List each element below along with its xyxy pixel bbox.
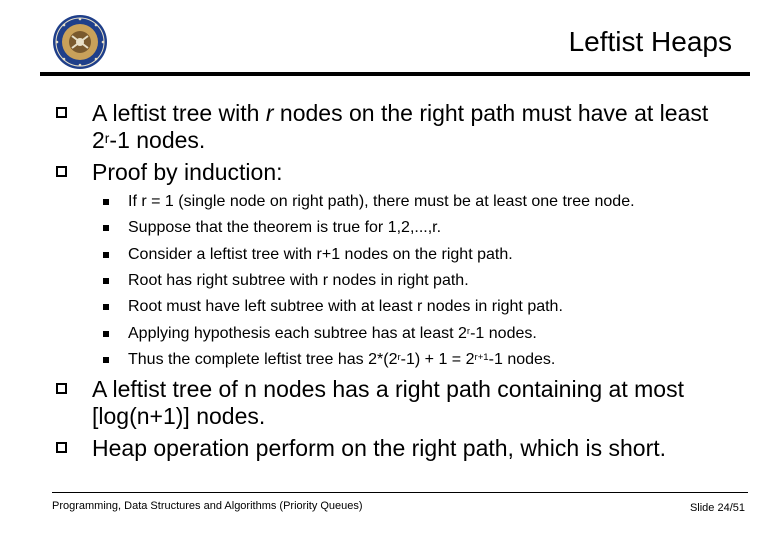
square-bullet-icon (103, 199, 109, 205)
sub-bullet-text: If r = 1 (single node on right path), there must be at least one tree node. (128, 193, 635, 210)
checkbox-bullet-icon (56, 442, 67, 453)
slide-title: Leftist Heaps (568, 26, 732, 57)
checkbox-bullet-icon (56, 166, 67, 177)
university-seal-icon (52, 14, 108, 70)
bullet-text: Proof by induction: (92, 159, 283, 185)
sub-bullet-text: Root has right subtree with r nodes in right path. (128, 271, 469, 289)
bullet-text: A leftist tree with r nodes on the right path must have at least (92, 100, 709, 126)
footer-divider (52, 492, 748, 493)
checkbox-bullet-icon (56, 107, 67, 118)
checkbox-bullet-icon (56, 383, 67, 394)
square-bullet-icon (103, 331, 109, 337)
square-bullet-icon (103, 304, 109, 310)
sub-bullet-text: Applying hypothesis each subtree has at least 2$^r$-1 nodes. (128, 324, 537, 342)
sub-bullet-text: Suppose that the theorem is true for 1,2,...,r. (128, 219, 442, 237)
sub-bullet-text: Root must have left subtree with at least r nodes in right path. (128, 298, 563, 316)
bullet-text: A leftist tree of n nodes has a right path containing at most (92, 376, 684, 402)
square-bullet-icon (103, 357, 109, 363)
square-bullet-icon (103, 252, 109, 258)
slide-number: Slide 24/51 (689, 502, 745, 514)
title-divider (40, 72, 750, 76)
square-bullet-icon (103, 225, 109, 231)
sub-bullet-text: Thus the complete leftist tree has $2*(2^r-1) + 1 = 2^{r+1}-1$ nodes. (128, 350, 556, 368)
bullet-text: [log(n+1)] nodes. (92, 403, 266, 429)
bullet-text: Heap operation perform on the right path, which is short. (92, 435, 667, 461)
square-bullet-icon (103, 278, 109, 284)
bullet-text: 2$^r$-1 nodes. (92, 127, 206, 153)
footer-course: Programming, Data Structures and Algorithms (Priority Queues) (52, 500, 363, 512)
sub-bullet-text: Consider a leftist tree with r+1 nodes on the right path. (128, 245, 513, 263)
